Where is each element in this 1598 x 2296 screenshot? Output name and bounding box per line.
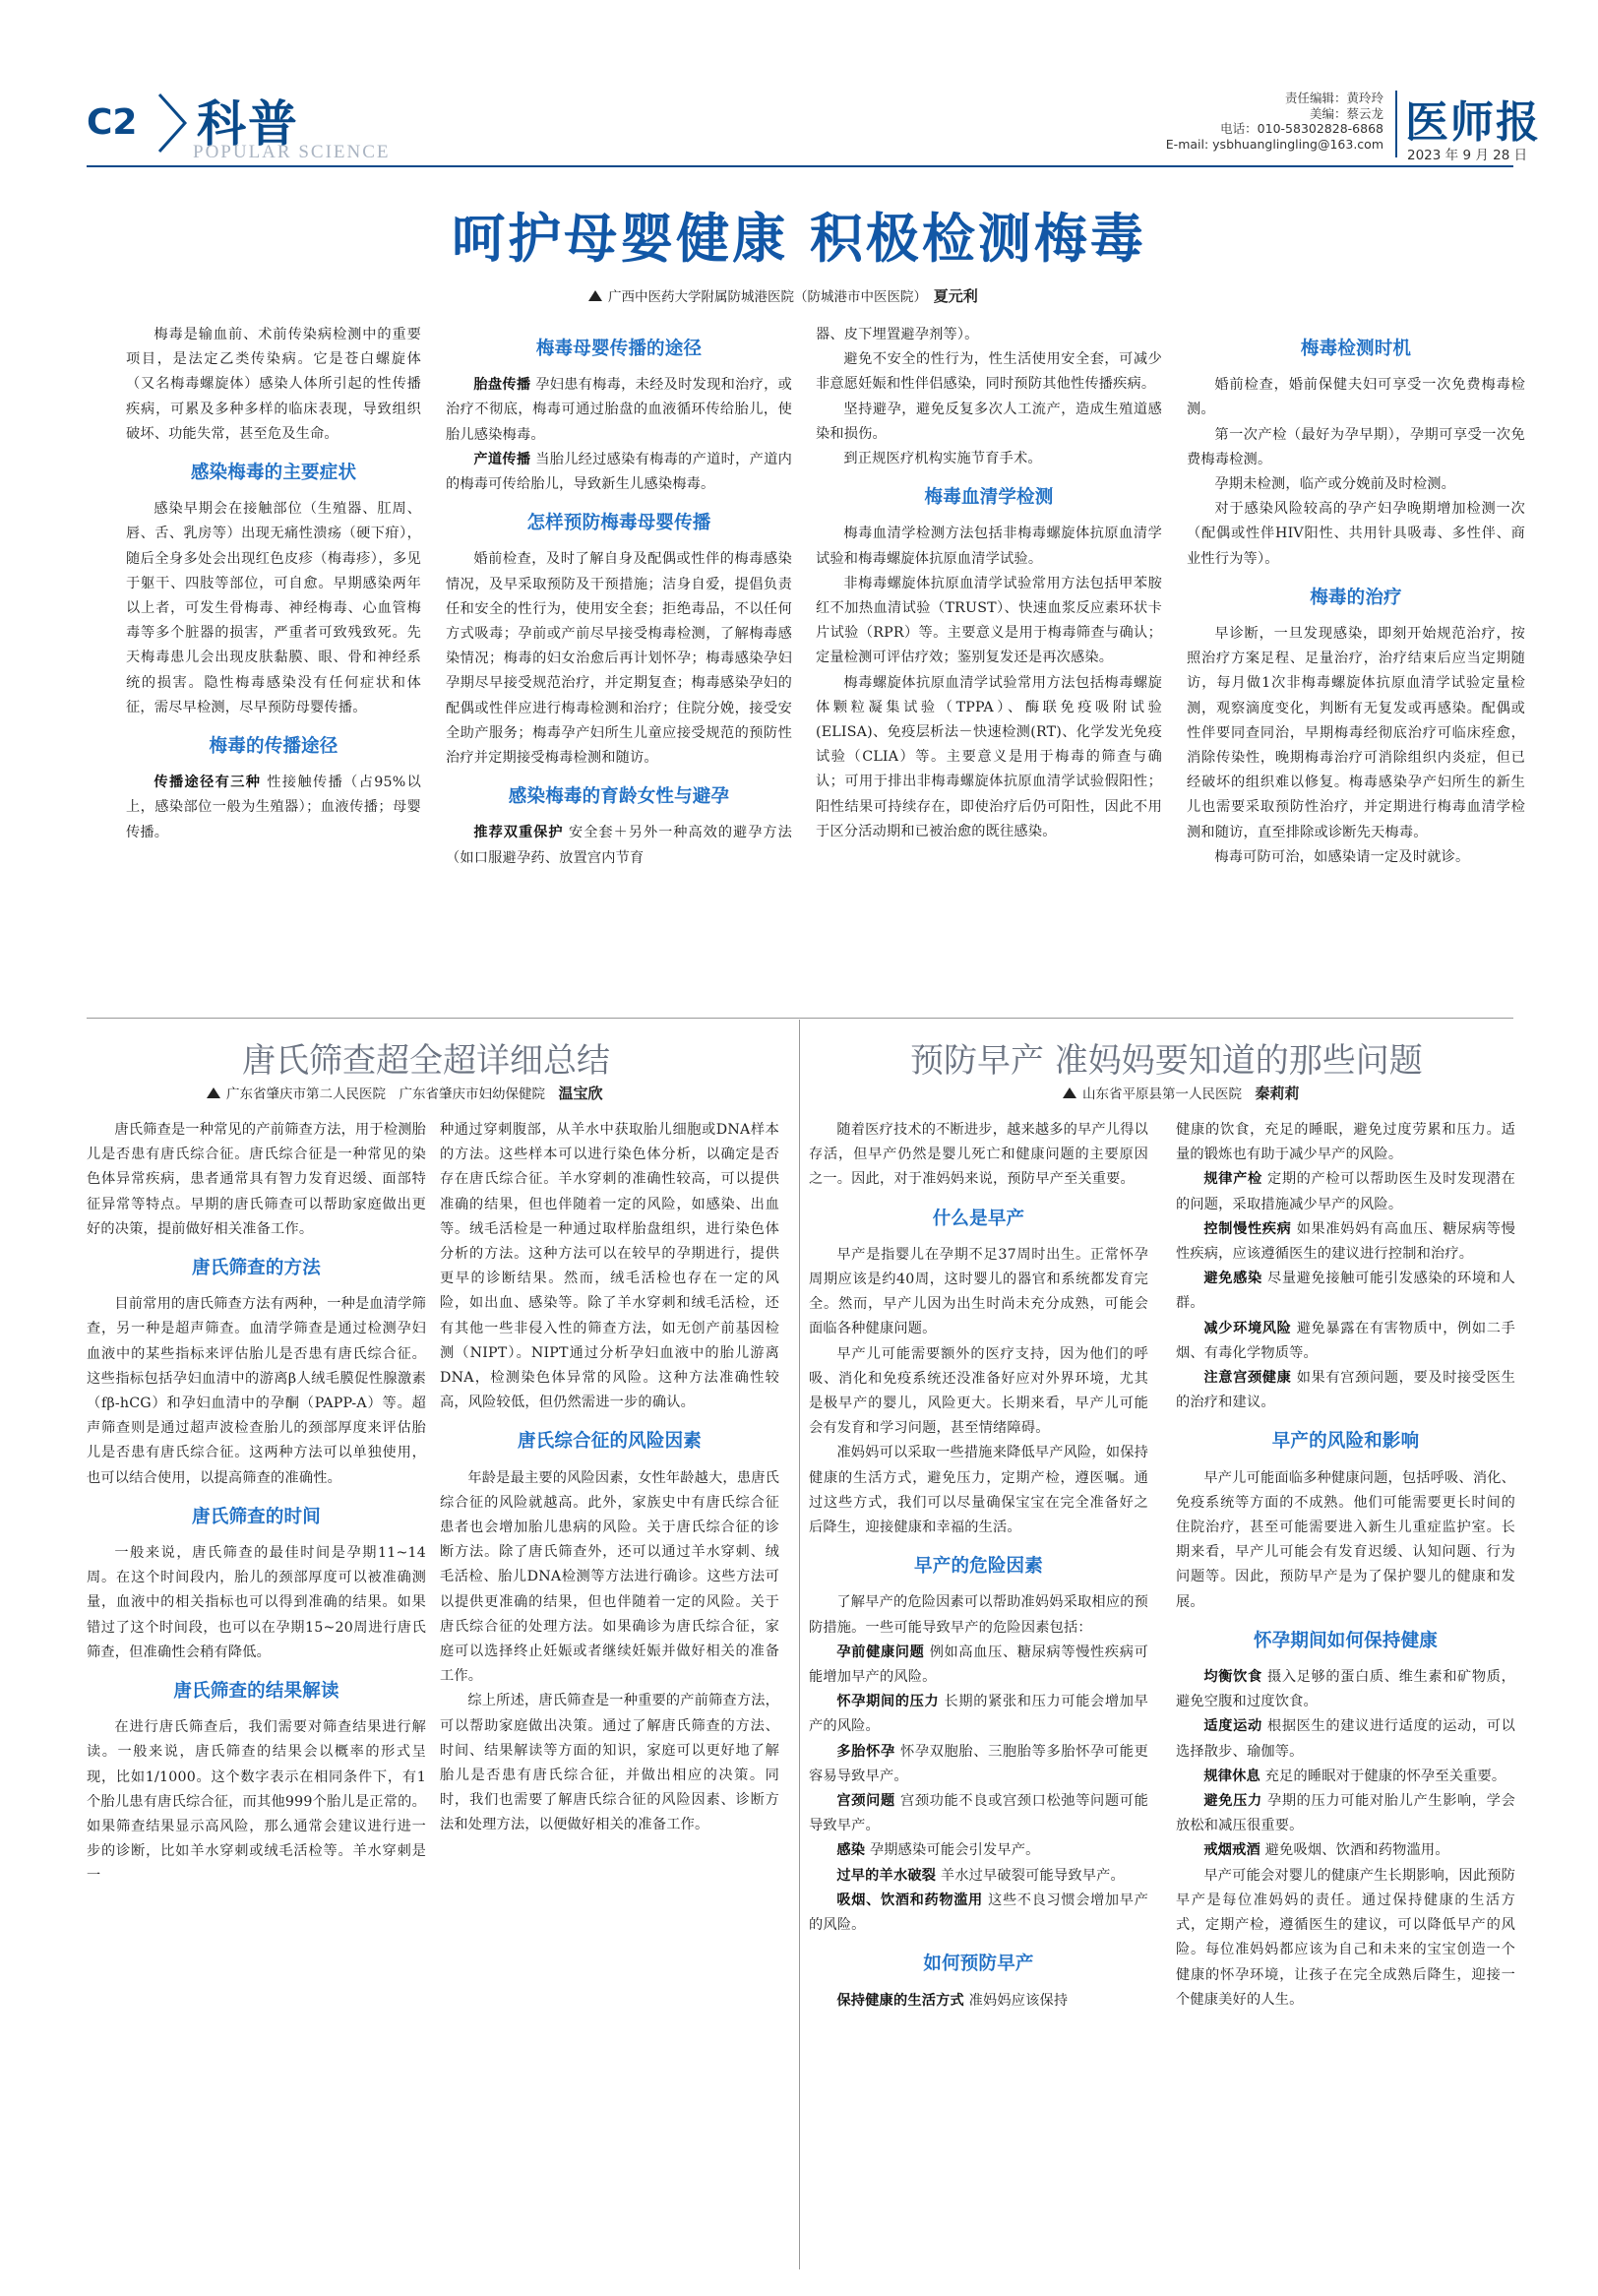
paragraph-text: 早诊断，一旦发现感染，即刻开始规范治疗，按照治疗方案足程、足量治疗，治疗结束后应当定期随访，每月做1次非梅毒螺旋体抗原血清学试验定量检测，观察滴度变化，判断有无复发或再感染。配偶或性伴要同查同治，早期梅毒经彻底治疗可临床痊愈，消除传染性，晚期梅毒治疗可消除组织内炎症，但已经破坏的组织难以修复。梅毒感染孕产妇所生的新生儿也需要采取预防性治疗，并定期进行梅毒血清学检测和随访，直至排除或诊断先天梅毒。 [1187,626,1525,840]
paragraph [446,373,792,448]
divider [1395,91,1397,157]
paragraph [809,1641,1148,1690]
paragraph-text: 孕期未检测，临产或分娩前及时检测。 [1214,476,1455,493]
subheading: 梅毒的传播途径 [209,736,338,758]
paragraph-text: 感染早期会在接触部位（生殖器、肛周、唇、舌、乳房等）出现无痛性溃疡（硬下疳），随后全身多处会出现红色皮疹（梅毒疹），多见于躯干、四肢等部位，可自愈。早期感染两年以上者，可发生骨梅毒、神经梅毒、心血管梅毒等多个脏器的损害，严重者可致残致死。先天梅毒患儿会出现皮肤黏膜、眼、骨和神经系统的损害。隐性梅毒感染没有任何症状和体征，需尽早检测，尽早预防母婴传播。 [126,501,421,715]
editor-info [1166,91,1383,152]
paragraph-text: 早产儿可能面临多种健康问题，包括呼吸、消化、免疫系统等方面的不成熟。他们可能需要更长时间的住院治疗，甚至可能需要进入新生儿重症监护室。长期来看，早产儿可能会有发育迟缓、认知问题、行为问题等。因此，预防早产是为了保护婴儿的健康和发展。 [1176,1469,1515,1610]
paragraph [87,1541,426,1665]
paragraph-text: 婚前检查，婚前保健夫妇可享受一次免费梅毒检测。 [1187,377,1525,418]
paragraph [816,572,1162,671]
subheading: 唐氏综合征的风险因素 [517,1431,702,1453]
paragraph [126,771,421,845]
paragraph [1187,845,1525,870]
article-column [87,1118,426,1890]
lead-in: 传播途径有三种 [154,775,262,791]
article-column [816,323,1162,844]
page-number: C2 [87,102,138,143]
paragraph-text: 如果有宫颈问题，要及时接受医生的治疗和建议。 [1176,1370,1515,1411]
paragraph-text: 早产可能会对婴儿的健康产生长期影响，因此预防早产是每位准妈妈的责任。通过保持健康的生活方式，定期产检，遵循医生的建议，可以降低早产的风险。每位准妈妈都应该为自己和未来的宝宝创造一个健康的怀孕环境，让孩子在完全成熟后降生，迎接一个健康美好的人生。 [1176,1867,1515,2008]
paragraph [809,1690,1148,1739]
paragraph-text: 准妈妈应该保持 [968,1992,1069,2009]
paragraph [126,323,421,447]
paragraph [809,1342,1148,1442]
subheading: 梅毒血清学检测 [924,487,1054,509]
lead-in: 胎盘传播 [473,377,531,394]
paragraph-text: 随着医疗技术的不断进步，越来越多的早产儿得以存活，但早产仍然是婴儿死亡和健康问题的主要原因之一。因此，对于准妈妈来说，预防早产至关重要。 [809,1122,1148,1188]
paragraph-text: 到正规医疗机构实施节育手术。 [843,451,1042,467]
lead-in: 注意宫颈健康 [1203,1370,1292,1387]
paragraph-text: 梅毒血清学检测方法包括非梅毒螺旋体抗原血清学试验和梅毒螺旋体抗原血清学试验。 [816,526,1162,567]
section-title: 科普 [197,95,299,153]
subheading: 梅毒的治疗 [1310,587,1402,608]
chevron-right-icon [155,91,191,155]
paragraph [809,1118,1148,1193]
paragraph [816,522,1162,571]
author-org: 广西中医药大学附属防城港医院（防城港市中医医院） [608,289,921,305]
subheading: 早产的风险和影响 [1271,1431,1420,1453]
paragraph-text: 这些不良习惯会增加早产的风险。 [809,1892,1148,1934]
section-divider [87,1018,1513,1019]
subheading: 什么是早产 [932,1208,1025,1229]
subheading: 梅毒检测时机 [1300,339,1412,359]
paragraph [87,1715,426,1889]
author-name: 温宝欣 [558,1085,603,1102]
paragraph-text: 根据医生的建议进行适度的运动，可以选择散步、瑜伽等。 [1176,1718,1515,1760]
paragraph-text: 婚前检查，及时了解自身及配偶或性伴的梅毒感染情况，及早采取预防及干预措施；洁身自爱，提倡负责任和安全的性行为，使用安全套；拒绝毒品，不以任何方式吸毒；孕前或产前尽早接受梅毒检测，了解梅毒感染情况；梅毒的妇女治愈后再计划怀孕；梅毒感染孕妇孕期尽早接受规范治疗，并定期复查；梅毒感染孕妇的配偶或性伴应进行梅毒检测和治疗；住院分娩，接受安全助产服务；梅毒孕产妇所生儿童应接受规范的预防性治疗并定期接受梅毒检测和随访。 [446,551,792,767]
paragraph [816,323,1162,347]
paragraph [809,1989,1148,2014]
paragraph-text: 了解早产的危险因素可以帮助准妈妈采取相应的预防措施。一些可能导致早产的危险因素包括： [809,1594,1148,1636]
paragraph [1187,497,1525,572]
paragraph [816,447,1162,471]
column-divider [799,1020,800,2269]
subheading: 感染梅毒的主要症状 [190,463,357,484]
paragraph-text: 安全套＋另外一种高效的避孕方法（如口服避孕药、放置宫内节育 [446,825,792,866]
paragraph-text: 孕妇患有梅毒，未经及时发现和治疗，或治疗不彻底，梅毒可通过胎盘的血液循环传给胎儿，使胎儿感染梅毒。 [446,377,792,443]
paragraph-text: 对于感染风险较高的孕产妇孕晚期增加检测一次（配偶或性伴HIV阳性、共用针具吸毒、多性伴、商业性行为等）。 [1187,501,1525,567]
author-org: 山东省平原县第一人民医院 [1082,1086,1242,1102]
paragraph [816,398,1162,447]
article-title: 呵护母婴健康 积极检测梅毒 [452,208,1146,270]
lead-in: 避免感染 [1203,1271,1262,1287]
paragraph [1176,1665,1515,1714]
paragraph [809,1889,1148,1938]
paragraph [1176,1317,1515,1366]
paragraph [446,821,792,870]
paragraph-text: 梅毒螺旋体抗原血清学试验常用方法包括梅毒螺旋体颗粒凝集试验（TPPA）、酶联免疫吸附试验(ELISA)、免疫层析法－快速检测(RT)、化学发光免疫试验（CLIA）等。主要意义是用于梅毒的筛查与确认；可用于排出非梅毒螺旋体抗原血清学试验假阳性；阳性结果可持续存在，即使治疗后仍可阳性，因此不用于区分活动期和已被治愈的既往感染。 [816,674,1162,839]
paragraph-text: 第一次产检（最好为孕早期），孕期可享受一次免费梅毒检测。 [1187,426,1525,467]
paragraph [1176,1466,1515,1615]
paragraph-text: 种通过穿刺腹部，从羊水中获取胎儿细胞或DNA样本的方法。这些样本可以进行染色体分析，以确定是否存在唐氏综合征。羊水穿刺的准确性较高，可以提供准确的结果，但也伴随着一定的风险，如感染、出血等。绒毛活检是一种通过取样胎盘组织，进行染色体分析的方法。这种方法可以在较早的孕期进行，提供更早的诊断结果。然而，绒毛活检也存在一定的风险，如出血、感染等。除了羊水穿刺和绒毛活检，还有其他一些非侵入性的筛查方法，如无创产前基因检测（NIPT）。NIPT通过分析孕妇血液中的胎儿游离DNA，检测染色体异常的风险。这种方法准确性较高，风险较低，但仍然需进一步的确认。 [440,1122,779,1411]
subheading: 唐氏筛查的结果解读 [173,1681,339,1703]
lead-in: 吸烟、饮酒和药物滥用 [836,1892,983,1908]
lead-in: 适度运动 [1203,1718,1262,1735]
lead-in: 产道传播 [473,451,531,467]
paragraph-text: 器、皮下埋置避孕剂等）。 [816,327,979,342]
paragraph [1176,1167,1515,1216]
paragraph [1187,622,1525,845]
paragraph-text: 避免暴露在有害物质中，例如二手烟、有毒化学物质等。 [1176,1320,1515,1361]
subheading: 早产的危险因素 [914,1556,1043,1578]
paragraph [87,1292,426,1491]
lead-in: 多胎怀孕 [836,1743,895,1760]
subheading: 梅毒母婴传播的途径 [535,339,703,359]
header-rule [87,165,1513,167]
paragraph [1176,1714,1515,1764]
section-title-en: POPULAR SCIENCE [193,142,391,162]
article-column [809,1118,1148,2014]
lead-in: 宫颈问题 [836,1793,895,1810]
paragraph [126,497,421,720]
lead-in: 推荐双重保护 [473,825,564,841]
paragraph-text: 宫颈功能不良或宫颈口松弛等问题可能导致早产。 [809,1793,1148,1834]
article-column [440,1118,779,1838]
article-column [1176,1118,1515,2013]
paragraph-text: 目前常用的唐氏筛查方法有两种，一种是血清学筛查，另一种是超声筛查。血清学筛查是通过检测孕妇血液中的某些指标来评估胎儿是否患有唐氏综合征。这些指标包括孕妇血清中的游离β人绒毛膜促性腺激素（fβ-hCG）和孕妇血清中的孕酮（PAPP-A）等。超声筛查则是通过超声波检查胎儿的颈部厚度来评估胎儿是否患有唐氏综合征。这两种方法可以单独使用，也可以结合使用，以提高筛查的准确性。 [87,1296,426,1486]
paragraph [1176,1789,1515,1838]
newspaper-logo: 医师报 [1405,97,1541,148]
paragraph-text: 唐氏筛查是一种常见的产前筛查方法，用于检测胎儿是否患有唐氏综合征。唐氏综合征是一种常见的染色体异常疾病，患者通常具有智力发育迟缓、面部特征异常等特点。早期的唐氏筛查可以帮助家庭做出更好的决策，提前做好相关准备工作。 [87,1122,426,1237]
subheading: 感染梅毒的育龄女性与避孕 [508,786,730,808]
lead-in: 过早的羊水破裂 [836,1867,937,1884]
paragraph [816,671,1162,844]
paragraph [440,1689,779,1837]
lead-in: 控制慢性疾病 [1203,1220,1292,1237]
paragraph [1187,472,1525,497]
paragraph-text: 坚持避孕，避免反复多次人工流产，造成生殖道感染和损伤。 [816,401,1162,442]
triangle-icon [588,290,602,301]
paragraph [1176,1366,1515,1415]
paragraph [809,1864,1148,1889]
paragraph [809,1789,1148,1838]
subheading: 怀孕期间如何保持健康 [1253,1630,1438,1651]
paragraph [1176,1267,1515,1316]
paragraph-text: 早产是指婴儿在孕期不足37周时出生。正常怀孕周期应该是约40周，这时婴儿的器官和系统都发育完全。然而，早产儿因为出生时尚未充分成熟，可能会面临各种健康问题。 [809,1246,1148,1337]
subheading: 怎样预防梅毒母婴传播 [526,513,711,534]
paragraph [446,448,792,497]
author-name: 秦莉莉 [1255,1085,1300,1102]
paragraph-text: 准妈妈可以采取一些措施来降低早产风险，如保持健康的生活方式，避免压力，定期产检，遵医嘱。通过这些方式，我们可以尽量确保宝宝在完全准备好之后降生，迎接健康和幸福的生活。 [809,1445,1148,1536]
paragraph [446,547,792,771]
article-title: 唐氏筛查超全超详细总结 [242,1041,610,1081]
lead-in: 怀孕期间的压力 [836,1694,940,1710]
paragraph-text: 非梅毒螺旋体抗原血清学试验常用方法包括甲苯胺红不加热血清试验（TRUST）、快速血浆反应素环状卡片试验（RPR）等。主要意义是用于梅毒筛查与确认；定量检测可评估疗效；鉴别复发还是再次感染。 [816,575,1162,666]
paragraph [1176,1217,1515,1267]
phone: 电话：010-58302828-6868 [1220,121,1383,136]
designer: 美编：蔡云龙 [1309,105,1383,121]
lead-in: 规律休息 [1203,1768,1260,1784]
author-name: 夏元利 [933,287,978,305]
paragraph [87,1118,426,1242]
issue-date: 2023 年 9 月 28 日 [1407,148,1528,163]
email: E-mail: ysbhuanglingling@163.com [1165,136,1383,152]
byline [1063,1083,1300,1103]
paragraph-text: 尽量避免接触可能引发感染的环境和人群。 [1176,1271,1515,1312]
lead-in: 规律产检 [1203,1171,1262,1188]
paragraph-text: 一般来说，唐氏筛查的最佳时间是孕期11~14周。在这个时间段内，胎儿的颈部厚度可以被准确测量，血液中的相关指标也可以得到准确的结果。如果错过了这个时间段，也可以在孕期15~20周进行唐氏筛查，但准确性会稍有降低。 [87,1545,426,1660]
paragraph-text: 孕期感染可能会引发早产。 [869,1842,1040,1859]
article-column [126,323,421,845]
paragraph-text: 摄入足够的蛋白质、维生素和矿物质，避免空腹和过度饮食。 [1176,1669,1515,1710]
paragraph-text: 年龄是最主要的风险因素，女性年龄越大，患唐氏综合征的风险就越高。此外，家族史中有唐氏综合征患者也会增加胎儿患病的风险。关于唐氏综合征的诊断方法。除了唐氏筛查外，还可以通过羊水穿刺、绒毛活检、胎儿DNA检测等方法进行确诊。这些方法可以提供更准确的结果，但也伴随着一定的风险。关于唐氏综合征的处理方法。如果确诊为唐氏综合征，家庭可以选择终止妊娠或者继续妊娠并做好相关的准备工作。 [440,1469,779,1685]
paragraph [440,1466,779,1690]
lead-in: 保持健康的生活方式 [836,1992,964,2009]
paragraph [1176,1118,1515,1167]
masthead [0,0,1598,162]
paragraph [809,1590,1148,1640]
paragraph-text: 长期的紧张和压力可能会增加早产的风险。 [809,1694,1148,1735]
paragraph-text: 避免吸烟、饮酒和药物滥用。 [1264,1842,1449,1859]
paragraph-text: 如果准妈妈有高血压、糖尿病等慢性疾病，应该遵循医生的建议进行控制和治疗。 [1176,1220,1515,1263]
paragraph-text: 充足的睡眠对于健康的怀孕至关重要。 [1264,1768,1506,1784]
paragraph [809,1441,1148,1540]
paragraph [816,347,1162,397]
paragraph [1176,1838,1515,1863]
paragraph-text: 例如高血压、糖尿病等慢性疾病可能增加早产的风险。 [809,1644,1148,1686]
subheading: 如何预防早产 [923,1954,1034,1975]
byline [588,285,978,306]
article-title: 预防早产 准妈妈要知道的那些问题 [910,1041,1423,1081]
paragraph-text: 综上所述，唐氏筛查是一种重要的产前筛查方法，可以帮助家庭做出决策。通过了解唐氏筛查的方法、时间、结果解读等方面的知识，家庭可以更好地了解胎儿是否患有唐氏综合征，并做出相应的决策。同时，我们也需要了解唐氏综合征的风险因素、诊断方法和处理方法，以便做好相关的准备工作。 [440,1693,779,1833]
paragraph-text: 怀孕双胞胎、三胞胎等多胎怀孕可能更容易导致早产。 [809,1743,1148,1784]
paragraph [1187,423,1525,472]
paragraph-text: 当胎儿经过感染有梅毒的产道时，产道内的梅毒可传给胎儿，导致新生儿感染梅毒。 [446,451,792,493]
lead-in: 戒烟戒酒 [1203,1842,1260,1859]
triangle-icon [207,1087,220,1098]
paragraph [1176,1765,1515,1789]
author-org: 广东省肇庆市第二人民医院 广东省肇庆市妇幼保健院 [226,1086,545,1102]
lead-in: 孕前健康问题 [836,1644,925,1660]
editor: 责任编辑：黄玲玲 [1284,91,1383,105]
paragraph-text: 性接触传播（占95%以上，感染部位一般为生殖器）；血液传播；母婴传播。 [126,775,421,840]
lead-in: 感染 [836,1842,866,1859]
subheading: 唐氏筛查的方法 [192,1258,321,1279]
byline [207,1083,603,1103]
paragraph [809,1838,1148,1863]
article-column [1187,323,1525,870]
paragraph-text: 健康的饮食，充足的睡眠，避免过度劳累和压力。适量的锻炼也有助于减少早产的风险。 [1176,1122,1515,1163]
paragraph-text: 梅毒可防可治，如感染请一定及时就诊。 [1214,848,1470,865]
paragraph-text: 羊水过早破裂可能导致早产。 [940,1867,1125,1884]
lead-in: 均衡饮食 [1203,1669,1262,1686]
lead-in: 减少环境风险 [1203,1320,1292,1336]
paragraph [1176,1864,1515,2013]
paragraph [809,1740,1148,1789]
paragraph [440,1118,779,1415]
paragraph-text: 定期的产检可以帮助医生及时发现潜在的问题，采取措施减少早产的风险。 [1176,1171,1515,1212]
paragraph [1187,373,1525,422]
triangle-icon [1063,1087,1076,1098]
subheading: 唐氏筛查的时间 [192,1506,321,1527]
paragraph-text: 早产儿可能需要额外的医疗支持，因为他们的呼吸、消化和免疫系统还没准备好应对外界环境，尤其是极早产的婴儿，风险更大。长期来看，早产儿可能会有发育和学习问题，甚至情绪障碍。 [809,1345,1148,1437]
article-column [446,323,792,871]
paragraph-text: 在进行唐氏筛查后，我们需要对筛查结果进行解读。一般来说，唐氏筛查的结果会以概率的形式呈现，比如1/1000。这个数字表示在相同条件下，有1个胎儿患有唐氏综合征，而其他999个胎儿是正常的。如果筛查结果显示高风险，那么通常会建议进行进一步的诊断，比如羊水穿刺或绒毛活检等。羊水穿刺是一 [87,1719,426,1885]
paragraph-text: 孕期的压力可能对胎儿产生影响，学会放松和减压很重要。 [1176,1793,1515,1834]
paragraph [809,1243,1148,1342]
lead-in: 避免压力 [1203,1793,1262,1810]
paragraph-text: 避免不安全的性行为，性生活使用安全套，可减少非意愿妊娠和性伴侣感染，同时预防其他性传播疾病。 [816,351,1162,393]
paragraph-text: 梅毒是输血前、术前传染病检测中的重要项目，是法定乙类传染病。它是苍白螺旋体（又名梅毒螺旋体）感染人体所引起的性传播疾病，可累及多种多样的临床表现，导致组织破坏、功能失常，甚至危及生命。 [126,327,421,442]
